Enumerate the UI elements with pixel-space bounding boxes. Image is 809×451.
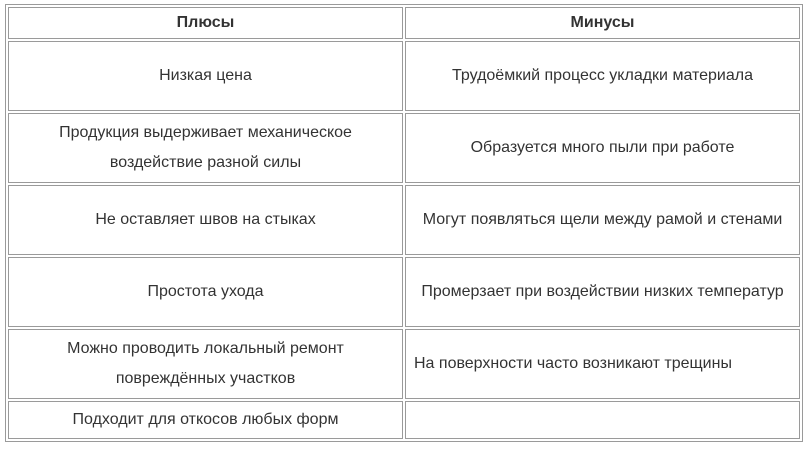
cons-cell: Трудоёмкий процесс укладки материала: [405, 41, 800, 111]
header-cons: Минусы: [405, 7, 800, 39]
cons-cell: Образуется много пыли при работе: [405, 113, 800, 183]
table-row: [8, 329, 800, 399]
pros-cell: Низкая цена: [8, 41, 403, 111]
pros-cell: Продукция выдерживает механическое воздействие разной силы: [8, 113, 403, 183]
pros-cell: Не оставляет швов на стыках: [8, 185, 403, 255]
table-row: [8, 113, 800, 183]
cons-cell: На поверхности часто возникают трещины: [405, 329, 800, 399]
table-row: [8, 257, 800, 327]
header-pros: Плюсы: [8, 7, 403, 39]
cons-cell: Промерзает при воздействии низких температур: [405, 257, 800, 327]
pros-cell: Можно проводить локальный ремонт повреждённых участков: [8, 329, 403, 399]
table-header-row: [8, 7, 800, 39]
cons-cell: Могут появляться щели между рамой и стенами: [405, 185, 800, 255]
table-row: [8, 185, 800, 255]
table-row: [8, 401, 800, 439]
pros-cell: Подходит для откосов любых форм: [8, 401, 403, 439]
table-row: [8, 41, 800, 111]
cons-cell-empty: [405, 401, 800, 439]
table-container: [5, 4, 803, 442]
pros-cons-table: [5, 4, 803, 442]
pros-cell: Простота ухода: [8, 257, 403, 327]
